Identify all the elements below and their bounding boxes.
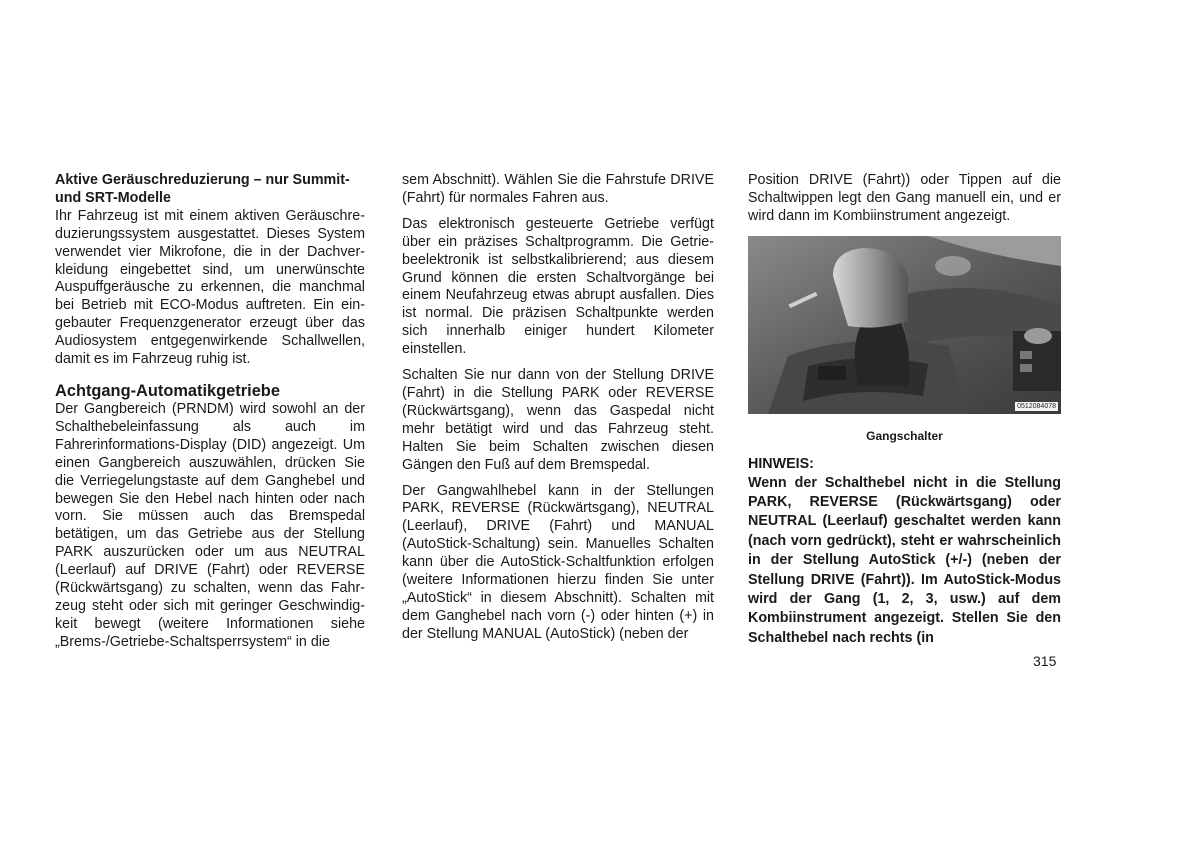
column-left: [55, 172, 365, 652]
paragraph-gear-range: Der Gangbereich (PRNDM) wird sowohl an der Schalthebeleinfassung als auch im Fahrerinformations-Display (DID) angezeigt. Um einen Gangbereich auszuwählen, drücken Sie die Verriegelungstaste auf dem Ganghebel und bewegen Sie den Hebel nach hinten oder nach vorn. Sie müssen auch das Bremspedal betätigen, um das Getriebe aus der Stellung PARK auszurücken oder um aus NEUTRAL (Leerlauf) auf DRIVE (Fahrt) oder REVERSE (Rückwärtsgang) zu schalten, wenn das Fahrzeug steht oder sich mit geringer Geschwindigkeit bewegt (weitere Informationen siehe „Brems-/Getriebe-Schaltsperrsystem“ in die: [55, 400, 365, 650]
gear-shifter-illustration: [748, 236, 1061, 414]
paragraph-paddle-shift: Position DRIVE (Fahrt)) oder Tippen auf die Schaltwippen legt den Gang manuell ein, und er wird dann im Kombiinstrument angezeigt.: [748, 172, 1061, 224]
paragraph-shift-park-reverse: Schalten Sie nur dann von der Stellung DRIVE (Fahrt) in die Stellung PARK oder REVERSE (Rückwärtsgang), wenn das Gaspedal nicht mehr betätigt wird und das Fahrzeug steht. Halten Sie beim Schalten zwischen diesen Gängen den Fuß auf dem Bremspedal.: [402, 367, 714, 473]
page-number: 315: [1033, 653, 1057, 669]
photo-reference-code: 0512084078: [1017, 402, 1056, 410]
paragraph-drive-normal: sem Abschnitt). Wählen Sie die Fahrstufe DRIVE (Fahrt) für normales Fahren aus.: [402, 172, 714, 206]
photo-caption: Gangschalter: [866, 428, 943, 443]
paragraph-noise-reduction: Ihr Fahrzeug ist mit einem aktiven Geräuschreduzierungssystem ausgestattet. Dieses System verwendet vier Mikrofone, die in der Dachverkleidung eingebettet sind, um unerwünschte Auspuffgeräusche zu erkennen, die manchmal bei Betrieb mit ECO-Modus auftreten. Ein eingebauter Frequenzgenerator erzeugt über das Audiosystem entgegenwirkende Schallwellen, damit es im Fahrzeug ruhig ist.: [55, 207, 365, 368]
column-middle: [402, 172, 714, 644]
paragraph-shift-program: Das elektronisch gesteuerte Getriebe verfügt über ein präzises Schaltprogramm. Die Getriebeelektronik ist selbstkalibrierend; aus diesem Grund können die ersten Schaltvorgänge bei einem Neufahrzeug etwas abrupt ausfallen. Dies ist normal. Die präzisen Schaltpunkte werden sich innerhalb einiger hundert Kilometer einstellen.: [402, 215, 714, 358]
note-label: HINWEIS:: [748, 455, 814, 472]
note-body: Wenn der Schalthebel nicht in die Stellung PARK, REVERSE (Rückwärtsgang) oder NEUTRAL (Leerlauf) geschaltet werden kann (nach vorn gedrückt), steht er wahrscheinlich in der Stellung AutoStick (+/-) (neben der Stellung DRIVE (Fahrt)). Im AutoStick-Modus wird der Gang (1, 2, 3, usw.) auf dem Kombiinstrument angezeigt. Stellen Sie den Schalthebel nach rechts (in: [748, 474, 1061, 646]
column-right: [748, 172, 1061, 648]
subheading-noise-reduction: Aktive Geräuschreduzierung – nur Summit- und SRT-Modelle: [55, 172, 350, 206]
section-title-transmission: Achtgang-Automatikgetriebe: [55, 381, 280, 400]
gear-shifter-photo: [748, 236, 1061, 414]
paragraph-gear-selector: Der Gangwahlhebel kann in der Stellungen PARK, REVERSE (Rückwärtsgang), NEUTRAL (Leerlauf), DRIVE (Fahrt) und MANUAL (AutoStick-Schaltung) sein. Manuelles Schalten kann über die AutoStick-Schaltfunktion erfolgen (weitere Informationen hierzu finden Sie unter „AutoStick“ in diesem Abschnitt). Schalten mit dem Ganghebel nach vorn (-) oder hinten (+) in der Stellung MANUAL (AutoStick) (neben der: [402, 482, 714, 642]
